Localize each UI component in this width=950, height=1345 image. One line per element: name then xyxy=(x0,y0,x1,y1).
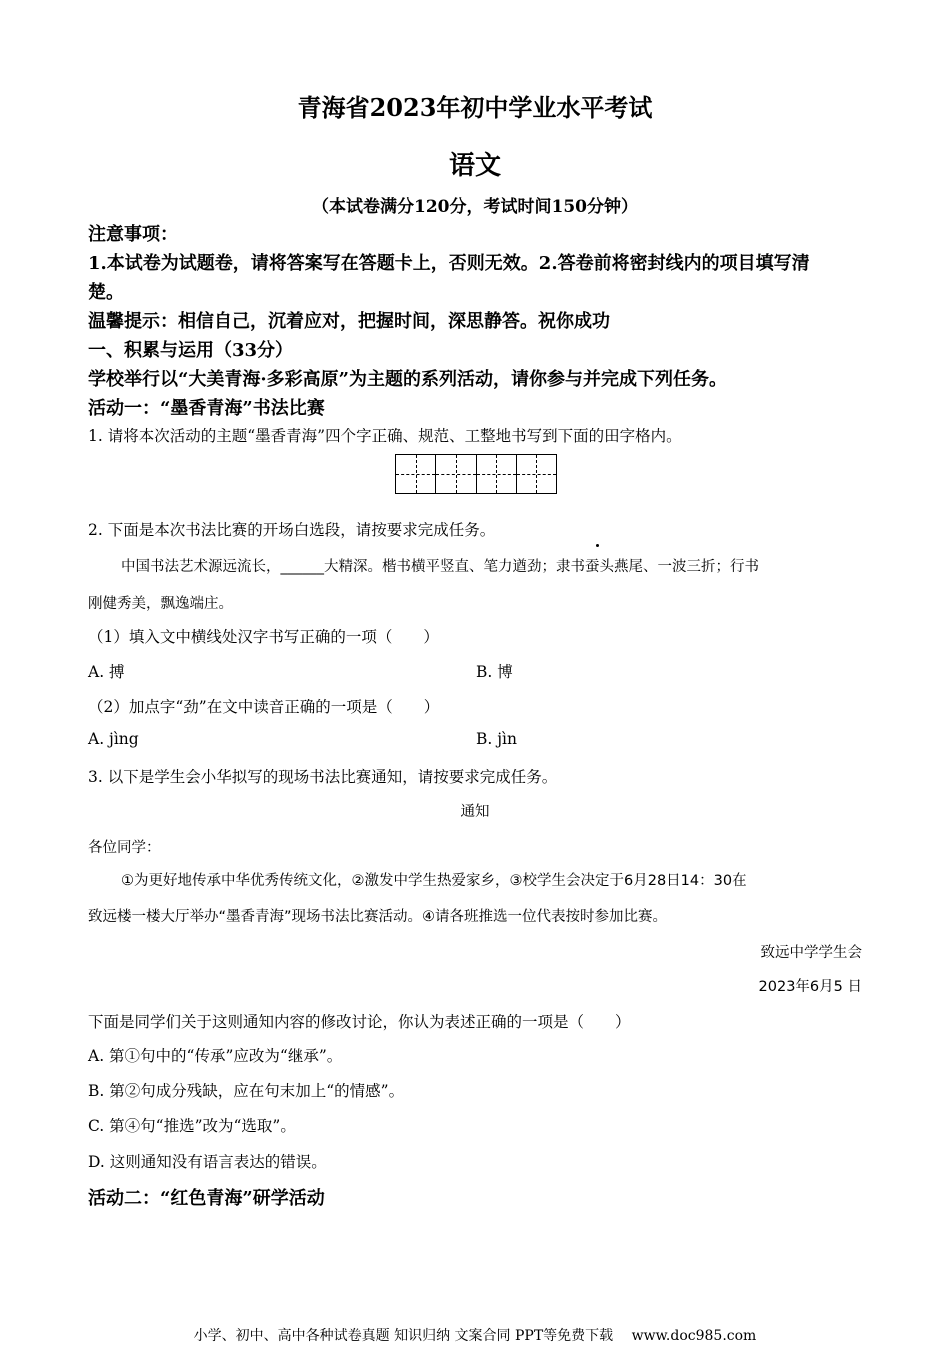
question-3-prompt: 下面是同学们关于这则通知内容的修改讨论，你认为表述正确的一项是（ ） xyxy=(88,1013,631,1031)
notice-heading: 注意事项： xyxy=(88,224,178,245)
exam-title: 青海省2023年初中学业水平考试 xyxy=(297,93,653,122)
question-2-text: 2. 下面是本次书法比赛的开场白选段，请按要求完成任务。 xyxy=(88,521,496,539)
option-b[interactable]: B. 博 xyxy=(476,663,513,681)
option-a[interactable]: A. jìng xyxy=(88,730,139,748)
passage-line-1: 中国书法艺术源远流长，______大精深。楷书横平竖直、笔力遒劲；隶书蚕头燕尾、一波三折；行书 xyxy=(121,559,759,575)
section-intro: 学校举行以“大美青海·多彩高原”为主题的系列活动，请你参与并完成下列任务。 xyxy=(88,369,727,390)
question-1-text: 1. 请将本次活动的主题“墨香青海”四个字正确、规范、工整地书写到下面的田字格内。 xyxy=(88,427,682,445)
emphasis-dot xyxy=(596,544,599,547)
notice-greeting: 各位同学： xyxy=(88,840,161,856)
option-b[interactable]: B. jìn xyxy=(476,730,517,748)
option-d[interactable]: D. 这则通知没有语言表达的错误。 xyxy=(88,1153,327,1171)
grid-cell[interactable] xyxy=(396,455,435,493)
activity-2-heading: 活动二：“红色青海”研学活动 xyxy=(88,1188,325,1209)
notice-date: 2023年6月5 日 xyxy=(758,979,862,995)
exam-subject: 语文 xyxy=(448,151,501,181)
score-info: （本试卷满分120分，考试时间150分钟） xyxy=(312,197,638,217)
notice-body-line-2: 致远楼一楼大厅举办“墨香青海”现场书法比赛活动。④请各班推选一位代表按时参加比赛。 xyxy=(88,909,668,925)
option-a[interactable]: A. 第①句中的“传承”应改为“继承”。 xyxy=(88,1047,343,1065)
option-a[interactable]: A. 搏 xyxy=(88,663,125,681)
notice-line-2: 楚。 xyxy=(88,282,124,303)
passage-line-2: 刚健秀美，飘逸端庄。 xyxy=(88,596,233,612)
section-heading: 一、积累与运用（33分） xyxy=(88,340,294,361)
grid-cell[interactable] xyxy=(516,455,556,493)
option-b[interactable]: B. 第②句成分残缺，应在句末加上“的情感”。 xyxy=(88,1082,405,1100)
tianzige-grid[interactable] xyxy=(395,454,557,494)
activity-1-heading: 活动一：“墨香青海”书法比赛 xyxy=(88,398,325,419)
notice-body-line-1: ①为更好地传承中华优秀传统文化，②激发中学生热爱家乡，③校学生会决定于6月28日14：30在 xyxy=(121,873,747,889)
notice-signature: 致远中学学生会 xyxy=(760,945,862,961)
grid-cell[interactable] xyxy=(476,455,516,493)
notice-line-1: 1.本试卷为试题卷，请将答案写在答题卡上，否则无效。2.答卷前将密封线内的项目填写清 xyxy=(88,253,810,274)
grid-cell[interactable] xyxy=(435,455,475,493)
sub-question-2: （2）加点字“劲”在文中读音正确的一项是（ ） xyxy=(88,698,440,716)
option-c[interactable]: C. 第④句“推选”改为“选取”。 xyxy=(88,1117,296,1135)
sub-question-1: （1）填入文中横线处汉字书写正确的一项（ ） xyxy=(88,628,439,646)
question-3-text: 3. 以下是学生会小华拟写的现场书法比赛通知，请按要求完成任务。 xyxy=(88,768,558,786)
notice-title: 通知 xyxy=(460,804,490,820)
page-footer: 小学、初中、高中各种试卷真题 知识归纳 文案合同 PPT等免费下载 www.doc985.com xyxy=(193,1328,757,1344)
warm-tip: 温馨提示：相信自己，沉着应对，把握时间，深思静答。祝你成功 xyxy=(88,311,610,332)
